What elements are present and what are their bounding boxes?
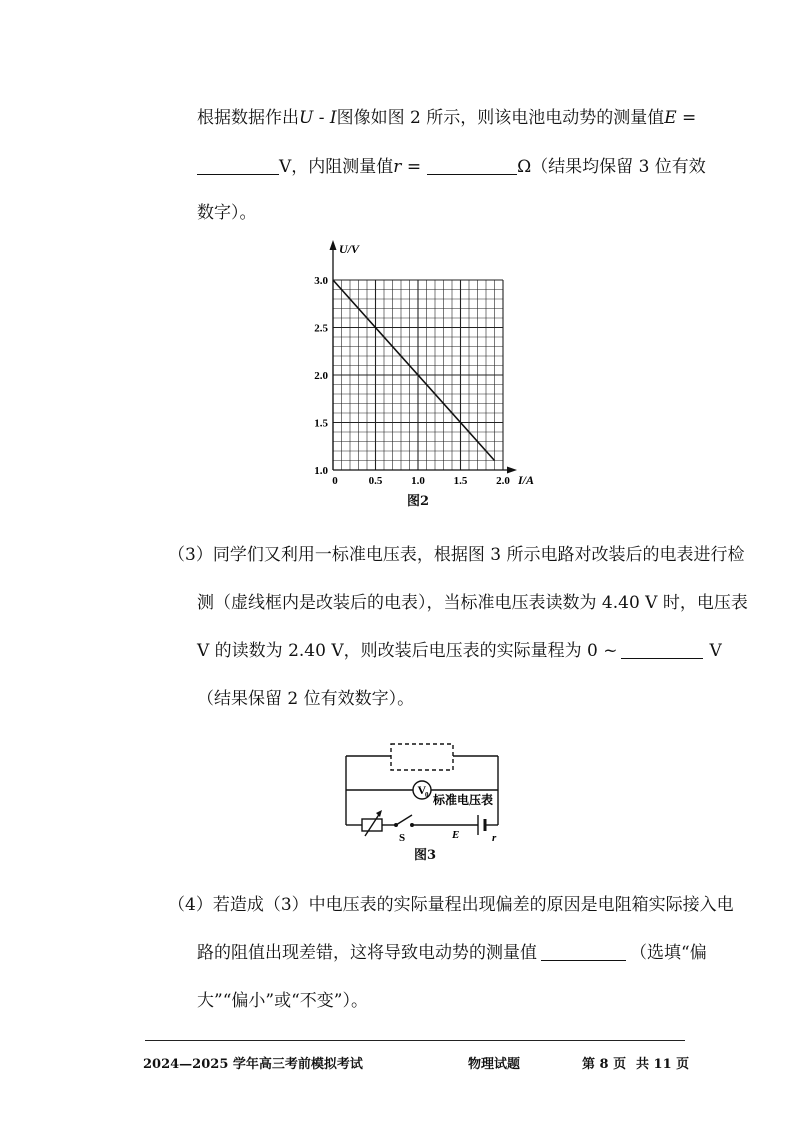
y-tick-label: 1.0	[314, 465, 328, 477]
x-tick-label: 0	[332, 475, 338, 487]
question-4-line: （4）若造成（3）中电压表的实际量程出现偏差的原因是电阻箱实际接入电	[168, 895, 734, 915]
question-3-line: （3）同学们又利用一标准电压表，根据图 3 所示电路对改装后的电表进行检	[168, 545, 745, 565]
question-3-line: （结果保留 2 位有效数字）。	[197, 689, 415, 709]
u-i-line	[333, 280, 495, 461]
question-line	[197, 103, 696, 128]
x-tick-label: 1.0	[411, 475, 425, 487]
text: 根据数据作出	[197, 108, 299, 128]
y-tick-label: 1.5	[314, 417, 328, 430]
question-4-line: 大”“偏小”或“不变”）。	[197, 991, 368, 1011]
symbol-r: r	[393, 157, 402, 177]
figure2-caption: 图2	[407, 494, 430, 509]
rheostat-arrow-line	[365, 813, 380, 836]
series	[333, 280, 495, 461]
emf-label: E	[452, 829, 460, 841]
y-tick-label: 3.0	[314, 275, 328, 287]
figure3-caption: 图3	[414, 848, 437, 863]
footer-total-pages: 共 11 页	[636, 1057, 690, 1072]
switch-contact	[394, 823, 398, 827]
footer-divider	[145, 1040, 685, 1041]
x-tick-label: 0.5	[368, 475, 383, 487]
y-tick-label: 2.5	[314, 322, 328, 335]
switch-label: S	[399, 832, 406, 844]
y-tick-label: 2.0	[314, 370, 328, 382]
text: V，内阻测量值	[279, 157, 394, 177]
answer-blank-range[interactable]	[621, 640, 703, 659]
meter-subscript: 0	[425, 791, 429, 799]
question-line	[197, 152, 706, 177]
x-axis-label: I/A	[518, 473, 535, 487]
text: =	[401, 157, 422, 177]
footer-subject: 物理试题	[468, 1057, 521, 1072]
symbol-e: E	[664, 108, 677, 128]
question-3-line	[197, 636, 722, 661]
standard-voltmeter	[413, 781, 431, 799]
tick-labels	[314, 275, 510, 487]
question-4-line	[197, 938, 707, 963]
meter-symbol: V	[417, 783, 427, 797]
question-3-line: 测（虚线框内是改装后的电表），当标准电压表读数为 4.40 V 时，电压表	[197, 593, 748, 613]
answer-blank-error[interactable]	[541, 942, 626, 961]
text: V 的读数为 2.40 V，则改装后电压表的实际量程为 0 ~	[197, 641, 618, 661]
answer-blank-emf[interactable]	[197, 156, 279, 175]
unit-v: V	[709, 641, 722, 661]
modified-meter-box	[391, 744, 453, 770]
y-axis-label: U/V	[339, 242, 360, 256]
rheostat-arrow-head	[376, 810, 382, 817]
internal-resistance-label: r	[492, 832, 497, 844]
y-axis-arrow	[330, 240, 337, 250]
standard-voltmeter-label: 标准电压表	[433, 793, 494, 807]
switch-lever	[396, 815, 412, 825]
text: 路的阻值出现差错，这将导致电动势的测量值	[197, 943, 537, 963]
text: 数字）。	[197, 203, 257, 223]
text: Ω（结果均保留 3 位有效	[517, 157, 706, 177]
answer-blank-r[interactable]	[427, 156, 517, 175]
text: 图像如图 2 所示，则该电池电动势的测量值	[336, 108, 665, 128]
grid	[333, 280, 503, 470]
switch-contact	[410, 823, 414, 827]
footer-exam-title: 2024—2025 学年高三考前模拟考试	[143, 1057, 363, 1072]
text: =	[676, 108, 697, 128]
text: -	[313, 108, 330, 128]
rheostat	[362, 819, 382, 831]
symbol-i: I	[329, 108, 337, 128]
text: （选填“偏	[630, 943, 707, 963]
symbol-u: U	[299, 108, 314, 128]
footer-page-number: 第 8 页	[582, 1057, 627, 1072]
axes	[330, 240, 518, 474]
x-axis-arrow	[507, 467, 517, 474]
question-line	[197, 198, 257, 223]
x-tick-label: 2.0	[496, 475, 510, 487]
x-tick-label: 1.5	[453, 475, 468, 487]
